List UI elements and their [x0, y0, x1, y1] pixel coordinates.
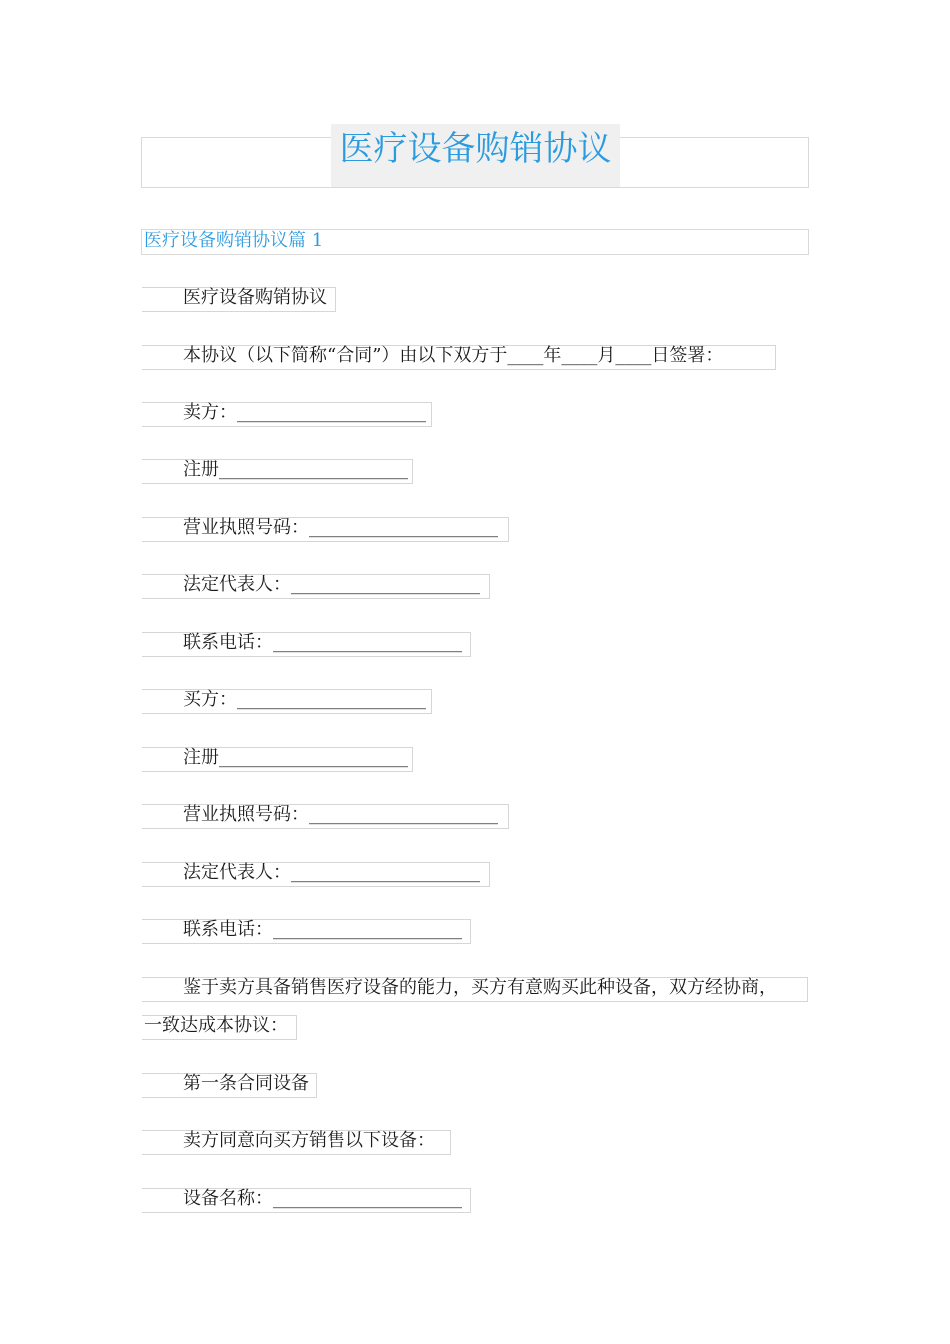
heading-line: 医疗设备购销协议: [183, 287, 327, 308]
intro-line: 本协议（以下简称“合同”）由以下双方于____年____月____日签署：: [183, 345, 724, 366]
seller-line: 卖方：_____________________: [183, 402, 426, 423]
recital-line-continued: 一致达成本协议：: [144, 1015, 288, 1036]
recital-line: 鉴于卖方具备销售医疗设备的能力，买方有意购买此种设备，双方经协商，: [183, 977, 777, 998]
seller-registration-line: 注册_____________________: [183, 459, 408, 480]
buyer-registration-line: 注册_____________________: [183, 747, 408, 768]
buyer-phone-line: 联系电话：_____________________: [183, 919, 462, 940]
buyer-line: 买方：_____________________: [183, 689, 426, 710]
article-one-text: 卖方同意向买方销售以下设备：: [183, 1130, 435, 1151]
article-one-heading: 第一条合同设备: [183, 1073, 309, 1094]
seller-representative-line: 法定代表人：_____________________: [183, 574, 480, 595]
seller-license-line: 营业执照号码：_____________________: [183, 517, 498, 538]
seller-phone-line: 联系电话：_____________________: [183, 632, 462, 653]
buyer-representative-line: 法定代表人：_____________________: [183, 862, 480, 883]
document-subtitle: 医疗设备购销协议篇 1: [144, 230, 324, 251]
buyer-license-line: 营业执照号码：_____________________: [183, 804, 498, 825]
equipment-name-line: 设备名称：_____________________: [183, 1188, 462, 1209]
document-title: 医疗设备购销协议: [339, 129, 612, 169]
